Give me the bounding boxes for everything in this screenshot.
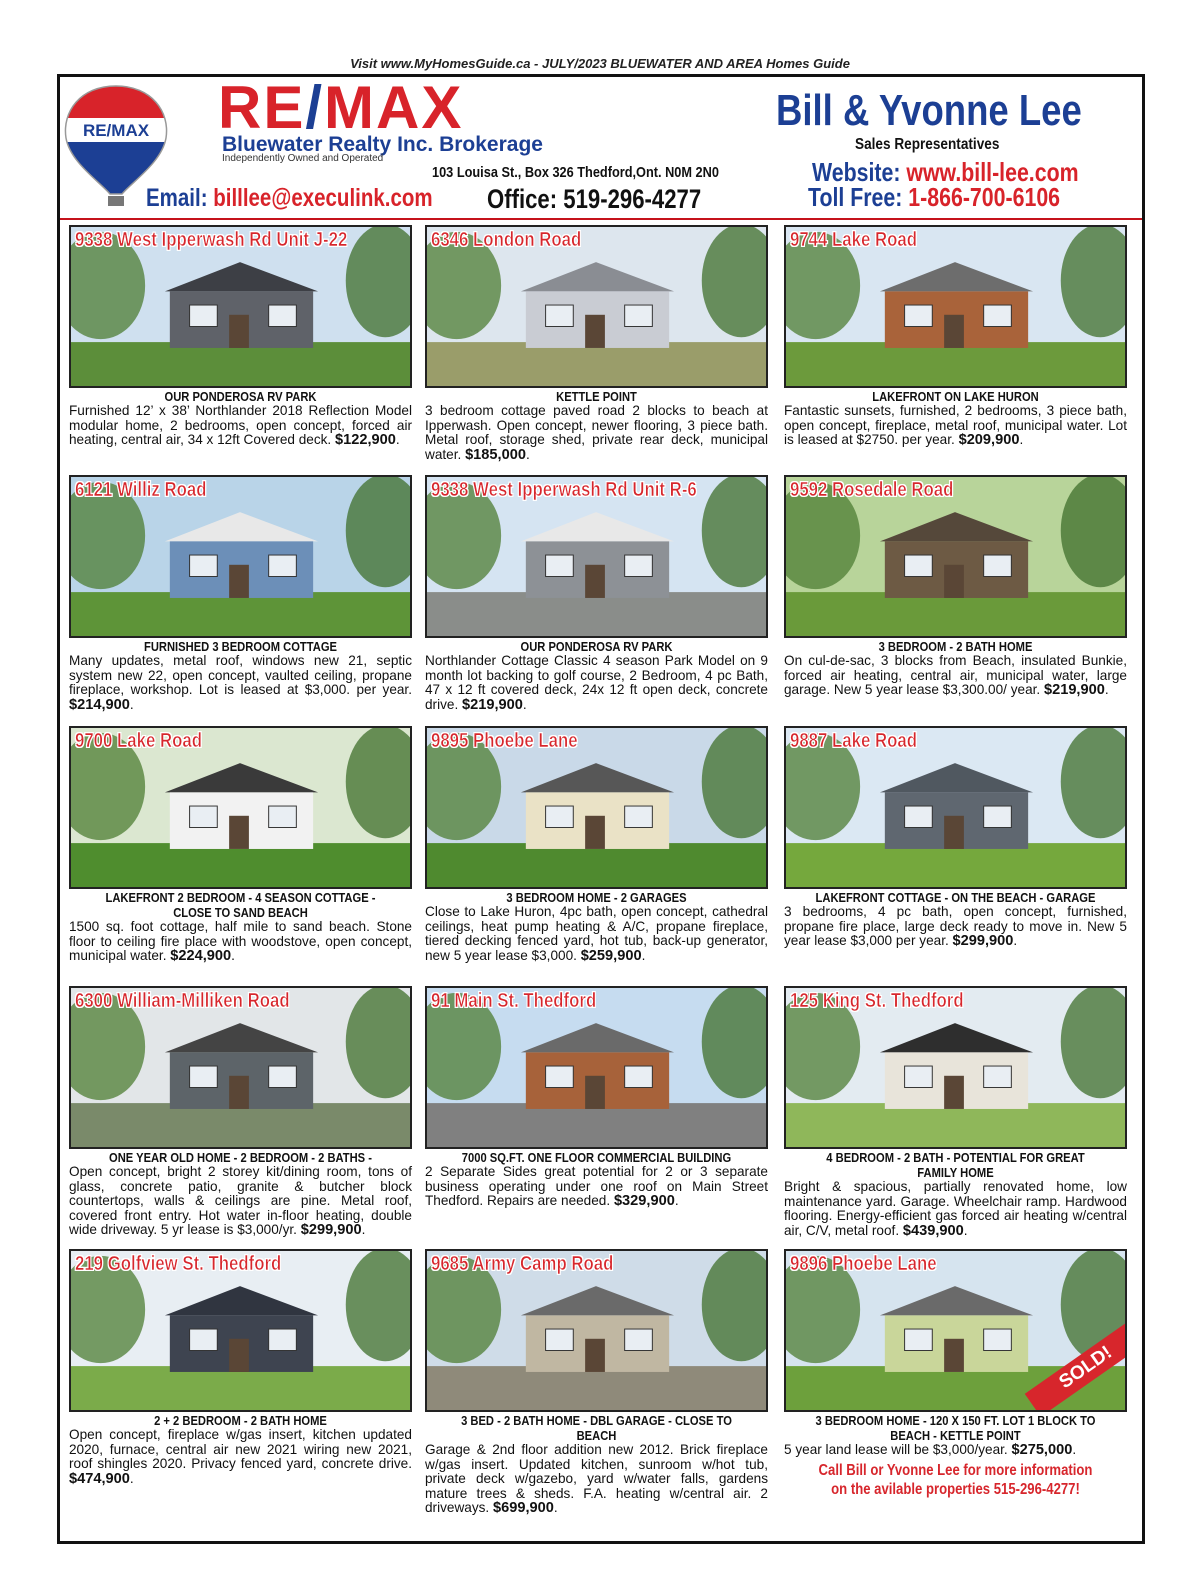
listing-card[interactable] <box>69 1249 412 1486</box>
office-phone: Office: 519-296-4277 <box>487 184 702 214</box>
listing-address: 9338 West Ipperwash Rd Unit R-6 <box>431 479 697 501</box>
office-address: 103 Louisa St., Box 326 Thedford,Ont. N0M 2N0 <box>432 164 719 181</box>
listing-description: Open concept, bright 2 storey kit/dining room, tons of glass, concrete patio, granite & butcher block countertops, walls & ceilings are pine. Metal roof, covered front entry. Hot water in-floor heating, double wide driveway. 5 yr lease is $3,000/yr. $299,900. <box>69 1164 412 1239</box>
listing-price: $219,900 <box>1043 682 1105 699</box>
listing-photo <box>425 726 768 889</box>
listing-photo <box>69 1249 412 1412</box>
listing-description-text: 1500 sq. foot cottage, half mile to sand beach. Stone floor to ceiling fire place with woodstove, open concept, municipal water. <box>69 919 412 964</box>
listing-card[interactable] <box>425 986 768 1209</box>
listing-card[interactable] <box>425 225 768 462</box>
listing-photo <box>425 1249 768 1412</box>
listing-price: $224,900 <box>170 948 232 965</box>
balloon-text: RE/MAX <box>82 121 150 140</box>
independent-note: Independently Owned and Operated <box>222 153 384 164</box>
listing-address: 9700 Lake Road <box>75 730 203 752</box>
listing-description: 1500 sq. foot cottage, half mile to sand beach. Stone floor to ceiling fire place with woodstove, open concept, municipal water. $224,900. <box>69 919 412 965</box>
listing-address: 9685 Army Camp Road <box>431 1253 614 1275</box>
listing-card[interactable] <box>425 475 768 712</box>
listing-price: $474,900 <box>69 1470 130 1487</box>
listing-headline: OUR PONDEROSA RV PARK <box>520 639 673 654</box>
listing-description: Open concept, fireplace w/gas insert, kitchen updated 2020, furnace, central air new 2021 wiring new 2021, roof shingles 2020. Privacy fenced yard, concrete drive. $474,900. <box>69 1427 412 1487</box>
listing-description-text: 2 Separate Sides great potential for 2 or 3 separate business operating under one roof on Main Street Thedford. Repairs are needed. <box>425 1164 768 1209</box>
listing-photo <box>69 225 412 388</box>
listing-address: 125 King St. Thedford <box>790 990 964 1012</box>
top-banner: Visit www.MyHomesGuide.ca - JULY/2023 BLUEWATER AND AREA Homes Guide <box>350 56 850 71</box>
listing-address: 91 Main St. Thedford <box>431 990 597 1012</box>
listing-price: $329,900 <box>613 1193 675 1210</box>
listing-description-text: Close to Lake Huron, 4pc bath, open concept, cathedral ceilings, heat pump heating & A/C, propane fireplace, tiered decking fenced yard, hot tub, back-up generator, new 5 year lease $3,000. <box>425 904 768 963</box>
listing-description-text: Open concept, bright 2 storey kit/dining room, tons of glass, concrete patio, granite & butcher block countertops, walls & ceilings are pine. Metal roof, covered front entry. Hot water in-floor heating, double wide driveway. 5 yr lease is $3,000/yr. <box>69 1164 412 1238</box>
listing-price: $209,900 <box>958 432 1020 449</box>
agent-name: Bill & Yvonne Lee <box>776 86 1082 135</box>
listing-photo <box>69 986 412 1149</box>
website-line: Website: www.bill-lee.com <box>812 157 1079 187</box>
listing-description: Garage & 2nd floor addition new 2012. Brick fireplace w/gas insert. Updated kitchen, sunroom w/hot tub, private deck w/gazebo, yard w/water falls, gardens mature trees & sheds. F.A. heating w/central air. 2 driveways. $699,900. <box>425 1442 768 1517</box>
listing-address: 9744 Lake Road <box>790 229 918 251</box>
listing-card[interactable] <box>784 726 1127 949</box>
website-link[interactable]: www.bill-lee.com <box>906 157 1079 187</box>
listing-description-text: Open concept, fireplace w/gas insert, kitchen updated 2020, furnace, central air new 2021 wiring new 2021, roof shingles 2020. Privacy fenced yard, concrete drive. <box>69 1427 412 1472</box>
listing-headline: LAKEFRONT COTTAGE - ON THE BEACH - GARAGE <box>815 890 1096 905</box>
listing-photo <box>784 1249 1127 1412</box>
listing-address: 9896 Phoebe Lane <box>790 1253 937 1275</box>
listing-price: $214,900 <box>69 696 130 713</box>
listing-card[interactable] <box>425 726 768 963</box>
listing-headline: ONE YEAR OLD HOME - 2 BEDROOM - 2 BATHS - <box>109 1150 372 1165</box>
listing-headline: 3 BED - 2 BATH HOME - DBL GARAGE - CLOSE TO BEACH <box>461 1413 732 1443</box>
sales-rep-label: Sales Representatives <box>855 136 1000 153</box>
listing-card[interactable] <box>69 475 412 712</box>
email-link[interactable]: billlee@execulink.com <box>213 184 433 212</box>
listing-headline: OUR PONDEROSA RV PARK <box>164 389 317 404</box>
listing-description: On cul-de-sac, 3 blocks from Beach, insulated Bunkie, forced air heating, central air, municipal water, large garage. New 5 year lease $3,300.00/ year. $219,900. <box>784 653 1127 699</box>
listing-headline: FURNISHED 3 BEDROOM COTTAGE <box>144 639 337 654</box>
listing-headline: LAKEFRONT ON LAKE HURON <box>872 389 1039 404</box>
listing-address: 219 Golfview St. Thedford <box>75 1253 282 1275</box>
tollfree-line: Toll Free: 1-866-700-6106 <box>808 182 1061 212</box>
listing-card[interactable] <box>784 225 1127 448</box>
listing-address: 6300 William-Milliken Road <box>75 990 290 1012</box>
listing-description-text: On cul-de-sac, 3 blocks from Beach, insulated Bunkie, forced air heating, central air, municipal water, large garage. New 5 year lease $3,300.00/ year. <box>784 653 1127 698</box>
listing-address: 6346 London Road <box>431 229 582 251</box>
listing-price: $219,900 <box>462 696 523 713</box>
listing-description: 5 year land lease will be $3,000/year. $275,000. <box>784 1442 1077 1458</box>
listing-card[interactable] <box>69 726 412 964</box>
listing-description: 3 bedroom cottage paved road 2 blocks to beach at Ipperwash. Open concept, newer flooring, 3 piece bath. Metal roof, storage shed, private rear deck, municipal water. $185,000. <box>425 403 768 463</box>
listing-description-text: Garage & 2nd floor addition new 2012. Brick fireplace w/gas insert. Updated kitchen, sunroom w/hot tub, private deck w/gazebo, yard w/water falls, gardens mature trees & sheds. F.A. heating w/central air. 2 driveways. <box>425 1442 768 1516</box>
listing-description: Northlander Cottage Classic 4 season Park Model on 9 month lot backing to golf course, 2 Bedroom, 4 pc Bath, 47 x 12 ft covered deck, 24x 12 ft open deck, concrete drive. $219,900. <box>425 653 768 713</box>
listing-description: 2 Separate Sides great potential for 2 or 3 separate business operating under one roof on Main Street Thedford. Repairs are needed. $329,900. <box>425 1164 768 1210</box>
listing-description-text: 3 bedrooms, 4 pc bath, open concept, furnished, propane fire place, large deck ready to move in. New 5 year lease $3,000 per year. <box>784 904 1127 949</box>
listing-photo <box>784 726 1127 889</box>
listing-card[interactable] <box>784 475 1127 698</box>
listing-address: 9338 West Ipperwash Rd Unit J-22 <box>75 229 348 251</box>
listing-photo <box>425 475 768 638</box>
listing-description-text: 5 year land lease will be $3,000/year. <box>784 1442 1008 1457</box>
listing-price: $122,900 <box>335 432 396 449</box>
header-divider <box>60 218 1142 220</box>
listing-photo <box>69 726 412 889</box>
email-line: Email: billlee@execulink.com <box>146 184 433 212</box>
listing-description-text: Furnished 12’ x 38’ Northlander 2018 Reflection Model modular home, 2 bedrooms, open concept, forced air heating, central air, 34 x 12ft Covered deck. <box>69 403 412 448</box>
listing-headline: 2 + 2 BEDROOM - 2 BATH HOME <box>154 1413 327 1428</box>
listing-description-text: Northlander Cottage Classic 4 season Park Model on 9 month lot backing to golf course, 2 Bedroom, 4 pc Bath, 47 x 12 ft covered deck, 24x 12 ft open deck, concrete drive. <box>425 653 768 712</box>
listing-description: Bright & spacious, partially renovated home, low maintenance yard. Garage. Wheelchair ramp. Hardwood flooring. Energy-efficient gas forced air heating w/central air, C/V, metal roof. $439,900. <box>784 1179 1127 1239</box>
listing-address: 9887 Lake Road <box>790 730 918 752</box>
listing-description-text: 3 bedroom cottage paved road 2 blocks to beach at Ipperwash. Open concept, newer flooring, 3 piece bath. Metal roof, storage shed, private rear deck, municipal water. <box>425 403 768 462</box>
listing-card[interactable] <box>69 986 412 1238</box>
listing-photo <box>425 986 768 1149</box>
listing-headline: 3 BEDROOM HOME - 120 X 150 FT. LOT 1 BLOCK TO BEACH - KETTLE POINT <box>815 1413 1096 1443</box>
listing-description: 3 bedrooms, 4 pc bath, open concept, furnished, propane fire place, large deck ready to move in. New 5 year lease $3,000 per year. $299,900. <box>784 904 1127 950</box>
listing-address: 6121 Williz Road <box>75 479 207 501</box>
listing-price: $275,000 <box>1011 1442 1073 1458</box>
contact-callout: on the avilable properties 515-296-4277! <box>831 1480 1080 1498</box>
listing-photo <box>425 225 768 388</box>
remax-wordmark: RE/MAX <box>218 74 464 141</box>
listing-address: 9895 Phoebe Lane <box>431 730 578 752</box>
listing-photo <box>69 475 412 638</box>
listing-address: 9592 Rosedale Road <box>790 479 954 501</box>
listing-headline: 3 BEDROOM HOME - 2 GARAGES <box>506 890 687 905</box>
listing-price: $259,900 <box>580 947 642 964</box>
listing-card[interactable] <box>69 225 412 448</box>
listing-description: Fantastic sunsets, furnished, 2 bedrooms, 3 piece bath, open concept, fireplace, metal roof, municipal water. Lot is leased at $2750. per year. $209,900. <box>784 403 1127 449</box>
listing-photo <box>784 986 1127 1149</box>
listing-description: Close to Lake Huron, 4pc bath, open concept, cathedral ceilings, heat pump heating & A/C, propane fireplace, tiered decking fenced yard, hot tub, back-up generator, new 5 year lease $3,000. $259,900. <box>425 904 768 964</box>
listing-price: $699,900 <box>493 1500 554 1517</box>
listing-description: Furnished 12’ x 38’ Northlander 2018 Reflection Model modular home, 2 bedrooms, open concept, forced air heating, central air, 34 x 12ft Covered deck. $122,900. <box>69 403 412 449</box>
listing-price: $299,900 <box>300 1222 362 1239</box>
listing-description: Many updates, metal roof, windows new 21, septic system new 22, open concept, vaulted ceiling, propane fireplace, workshop. Lot is leased at $3,000. per year. $214,900. <box>69 653 412 713</box>
contact-callout: Call Bill or Yvonne Lee for more information <box>818 1461 1093 1479</box>
listing-headline: 4 BEDROOM - 2 BATH - POTENTIAL FOR GREAT FAMILY HOME <box>826 1150 1085 1180</box>
sold-banner: SOLD! <box>1025 1319 1127 1412</box>
listing-headline: 3 BEDROOM - 2 BATH HOME <box>878 639 1033 654</box>
listing-card[interactable] <box>425 1249 768 1516</box>
listing-price: $185,000 <box>465 446 526 463</box>
listing-headline: 7000 SQ.FT. ONE FLOOR COMMERCIAL BUILDING <box>461 1150 732 1165</box>
listing-headline: KETTLE POINT <box>556 389 637 404</box>
brokerage-name: Bluewater Realty Inc. Brokerage <box>222 133 543 156</box>
listing-description-text: Many updates, metal roof, windows new 21, septic system new 22, open concept, vaulted ceiling, propane fireplace, workshop. Lot is leased at $3,000. per year. <box>69 653 412 698</box>
listing-card[interactable] <box>784 986 1127 1238</box>
listing-headline: LAKEFRONT 2 BEDROOM - 4 SEASON COTTAGE - CLOSE TO SAND BEACH <box>105 890 376 920</box>
listing-description-text: Fantastic sunsets, furnished, 2 bedrooms, 3 piece bath, open concept, fireplace, metal roof, municipal water. Lot is leased at $2750. per year. <box>784 403 1127 448</box>
listing-photo <box>784 225 1127 388</box>
listing-price: $299,900 <box>952 933 1014 950</box>
listing-photo <box>784 475 1127 638</box>
listing-description-text: Bright & spacious, partially renovated home, low maintenance yard. Garage. Wheelchair ramp. Hardwood flooring. Energy-efficient gas forced air heating w/central air, C/V, metal roof. <box>784 1179 1127 1238</box>
listing-price: $439,900 <box>902 1222 964 1239</box>
listing-card[interactable] <box>784 1249 1127 1499</box>
